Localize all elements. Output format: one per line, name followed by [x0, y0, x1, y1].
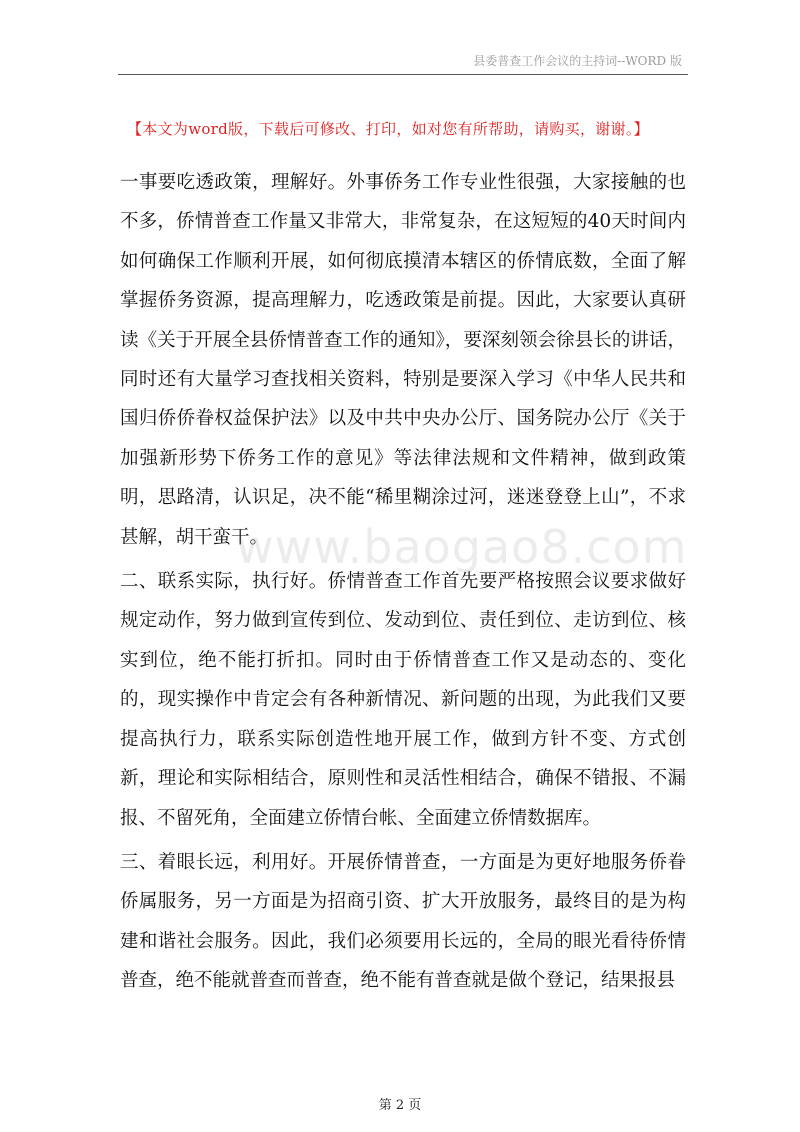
header-divider	[118, 74, 688, 75]
page-number: 第 2 页	[378, 1098, 422, 1113]
page-header-title: 县委普查工作会议的主持词--WORD 版	[473, 54, 682, 68]
paragraph-2: 二、联系实际，执行好。侨情普查工作首先要严格按照会议要求做好规定动作，努力做到宣传到位、发动到位、责任到位、走访到位、核实到位，绝不能打折扣。同时由于侨情普查工作又是动态的、变化的，现实操作中肯定会有各种新情况、新问题的出现，为此我们又要提高执行力，联系实际创造性地开展工作，做到方针不变、方式创新，理论和实际相结合，原则性和灵活性相结合，确保不错报、不漏报、不留死角，全面建立侨情台帐、全面建立侨情数据库。	[120, 571, 686, 829]
watermark: www.baogao8.com	[236, 520, 688, 574]
document-body	[120, 163, 686, 1006]
paragraph-3: 三、着眼长远，利用好。开展侨情普查，一方面是为更好地服务侨眷侨属服务，另一方面是为招商引资、扩大开放服务，最终目的是为构建和谐社会服务。因此，我们必须要用长远的，全局的眼光看待侨情普查，绝不能就普查而普查，绝不能有普查就是做个登记，结果报县	[120, 851, 686, 992]
paragraph-1: 一事要吃透政策，理解好。外事侨务工作专业性很强，大家接触的也不多，侨情普查工作量又非常大，非常复杂，在这短短的40天时间内如何确保工作顺利开展，如何彻底摸清本辖区的侨情底数，全面了解掌握侨务资源，提高理解力，吃透政策是前提。因此，大家要认真研读《关于开展全县侨情普查工作的通知》，要深刻领会徐县长的讲话，同时还有大量学习查找相关资料，特别是要深入学习《中华人民共和国归侨侨眷权益保护法》以及中共中央办公厅、国务院办公厅《关于加强新形势下侨务工作的意见》等法律法规和文件精神，做到政策明，思路清，认识足，决不能“稀里糊涂过河，迷迷登登上山”，不求甚解，胡干蛮干。	[120, 172, 686, 548]
download-notice: 【本文为word版，下载后可修改、打印，如对您有所帮助，请购买，谢谢。】	[127, 120, 649, 138]
